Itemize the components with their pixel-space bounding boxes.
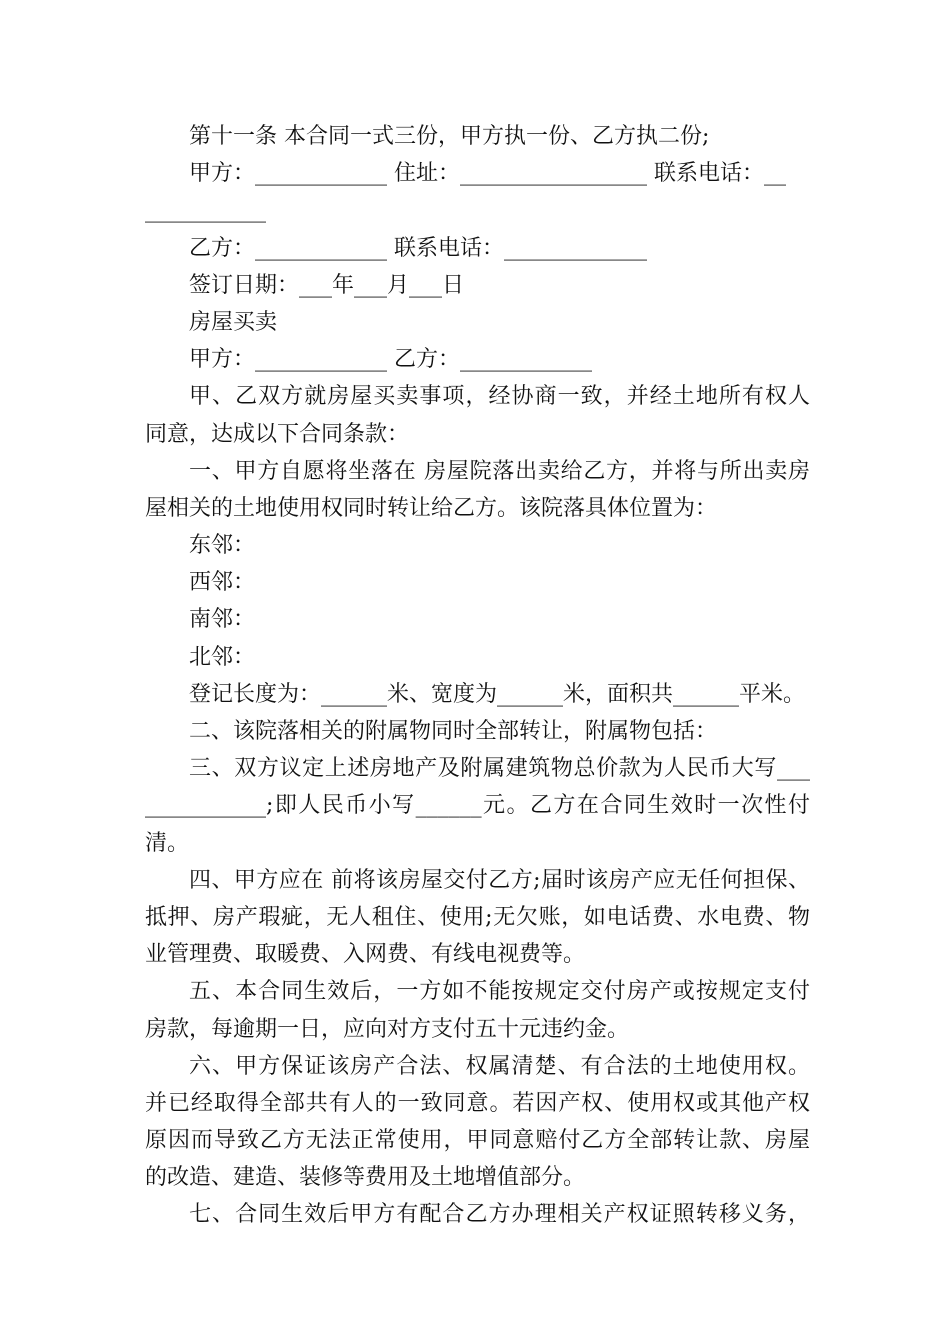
north-neighbor-field: 北邻：: [189, 644, 256, 670]
clause-3-line-2: ___________;即人民币小写______元。乙方在合同生效时一次性付: [145, 793, 810, 819]
clause-1-line-1: 一、甲方自愿将坐落在 房屋院落出卖给乙方，并将与所出卖房: [189, 458, 810, 484]
contract-text: [145, 118, 810, 1234]
preamble-line-1: 甲、乙双方就房屋买卖事项，经协商一致，并经土地所有权人: [189, 384, 810, 410]
clause-5-line-1: 五、本合同生效后，一方如不能按规定交付房产或按规定支付: [189, 979, 810, 1005]
signing-date-field: 签订日期：___年___月___日: [189, 272, 465, 298]
clause-6-line-1: 六、甲方保证该房产合法、权属清楚、有合法的土地使用权。: [189, 1053, 810, 1079]
party-a-phone-continuation: ___________: [145, 198, 266, 224]
clause-3-line-3: 清。: [145, 830, 190, 856]
area-measurement-fields: 登记长度为：______米、宽度为______米，面积共______平米。: [189, 681, 806, 707]
east-neighbor-field: 东邻：: [189, 533, 256, 559]
south-neighbor-field: 南邻：: [189, 607, 256, 633]
clause-2: 二、该院落相关的附属物同时全部转让，附属物包括：: [189, 719, 718, 744]
party-b-contact-fields: 乙方：____________ 联系电话：_____________: [189, 235, 647, 261]
clause-1-line-2: 屋相关的土地使用权同时转让给乙方。该院落具体位置为：: [145, 495, 718, 521]
clause-6-line-2: 并已经取得全部共有人的一致同意。若因产权、使用权或其他产权: [145, 1090, 810, 1116]
clause-4-line-3: 业管理费、取暖费、入网费、有线电视费等。: [145, 942, 586, 968]
party-a-contact-fields: 甲方：____________ 住址：_________________ 联系电话：__: [189, 161, 786, 187]
clause-4-line-2: 抵押、房产瑕疵，无人租住、使用;无欠账，如电话费、水电费、物: [145, 904, 810, 930]
clause-4-line-1: 四、甲方应在 前将该房屋交付乙方;届时该房产应无任何担保、: [189, 867, 810, 893]
clause-6-line-4: 的改造、建造、装修等费用及土地增值部分。: [145, 1165, 586, 1191]
parties-fields: 甲方：____________ 乙方：____________: [189, 347, 592, 373]
clause-11-copies: 第十一条 本合同一式三份，甲方执一份、乙方执二份;: [189, 124, 710, 149]
clause-6-line-3: 原因而导致乙方无法正常使用，甲同意赔付乙方全部转让款、房屋: [145, 1128, 810, 1154]
clause-3-line-1: 三、双方议定上述房地产及附属建筑物总价款为人民币大写___: [189, 756, 810, 782]
west-neighbor-field: 西邻：: [189, 570, 256, 596]
clause-5-line-2: 房款，每逾期一日，应向对方支付五十元违约金。: [145, 1016, 630, 1042]
preamble-line-2: 同意，达成以下合同条款：: [145, 421, 410, 447]
document-heading: 房屋买卖: [189, 309, 278, 335]
clause-7-line-1: 七、合同生效后甲方有配合乙方办理相关产权证照转移义务，: [189, 1202, 810, 1228]
